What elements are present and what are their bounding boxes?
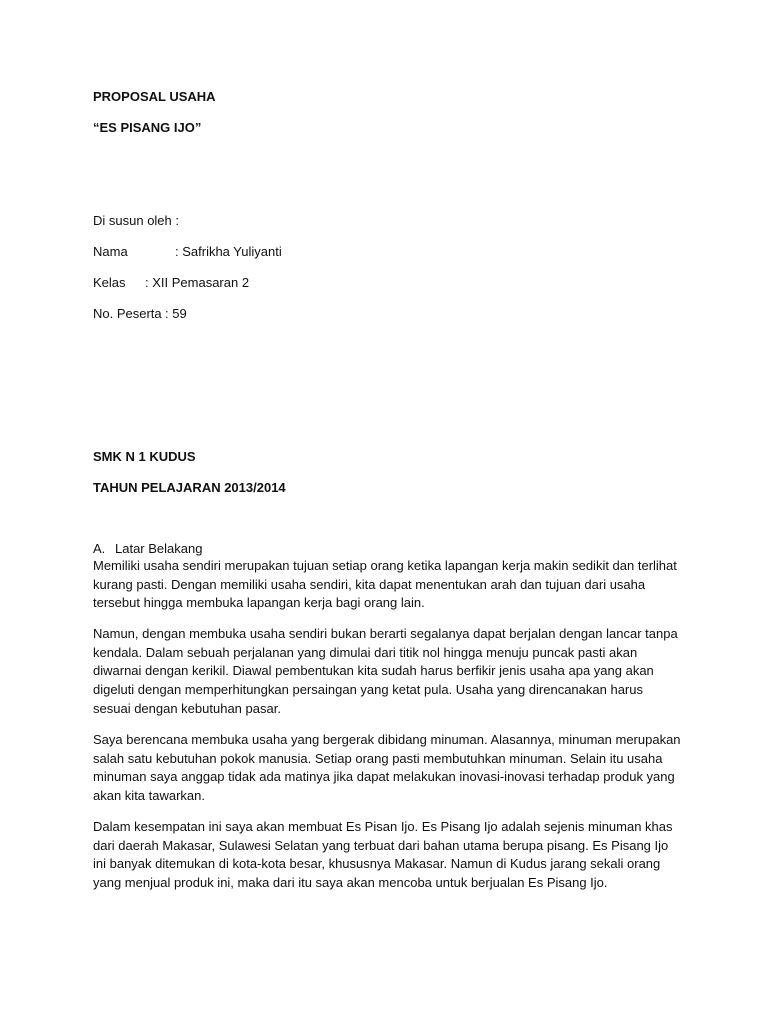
section-heading-text: Latar Belakang xyxy=(115,541,203,556)
prepared-by-label: Di susun oleh : xyxy=(93,213,179,228)
section-number: A. xyxy=(93,541,106,556)
author-class-label: Kelas xyxy=(93,275,126,290)
author-name-value: : Safrikha Yuliyanti xyxy=(175,244,282,259)
document-subtitle: “ES PISANG IJO” xyxy=(93,120,202,135)
author-name-label: Nama xyxy=(93,244,128,259)
school-name: SMK N 1 KUDUS xyxy=(93,449,196,464)
section-heading xyxy=(93,540,202,557)
academic-year: TAHUN PELAJARAN 2013/2014 xyxy=(93,480,286,495)
paragraph-2: Namun, dengan membuka usaha sendiri bukan berarti segalanya dapat berjalan dengan lancar tanpa kendala. Dalam sebuah perjalanan yang dimulai dari titik nol hingga menuju puncak pasti akan diwarnai dengan kerikil. Diawal pembentukan kita sudah harus berfikir jenis usaha apa yang akan digeluti dengan memperhitungkan persaingan yang ketat pula. Usaha yang direncanakan harus sesuai dengan kebutuhan pasar. xyxy=(93,626,678,716)
paragraph-3: Saya berencana membuka usaha yang bergerak dibidang minuman. Alasannya, minuman merupakan salah satu kebutuhan pokok manusia. Setiap orang pasti membutuhkan minuman. Selain itu usaha minuman saya anggap tidak ada matinya jika dapat melakukan inovasi-inovasi terhadap produk yang akan kita tawarkan. xyxy=(93,732,681,804)
author-class-row xyxy=(93,274,249,291)
author-participant-value: : 59 xyxy=(165,306,187,321)
paragraph-1: Memiliki usaha sendiri merupakan tujuan setiap orang ketika lapangan kerja makin sedikit dan terlihat kurang pasti. Dengan memiliki usaha sendiri, kita dapat menentukan arah dan tujuan dari usaha tersebut hingga membuka lapangan kerja bagi orang lain. xyxy=(93,558,677,611)
author-participant-row xyxy=(93,305,187,322)
author-participant-label: No. Peserta xyxy=(93,306,162,321)
paragraph-4: Dalam kesempatan ini saya akan membuat Es Pisan Ijo. Es Pisang Ijo adalah sejenis minuman khas dari daerah Makasar, Sulawesi Selatan yang terbuat dari bahan utama berupa pisang. Es Pisang Ijo ini banyak ditemukan di kota-kota besar, khususnya Makasar. Namun di Kudus jarang sekali orang yang menjual produk ini, maka dari itu saya akan mencoba untuk berjualan Es Pisang Ijo. xyxy=(93,819,673,891)
author-name-row xyxy=(93,243,282,260)
document-title: PROPOSAL USAHA xyxy=(93,89,216,104)
author-class-value: : XII Pemasaran 2 xyxy=(145,275,250,290)
